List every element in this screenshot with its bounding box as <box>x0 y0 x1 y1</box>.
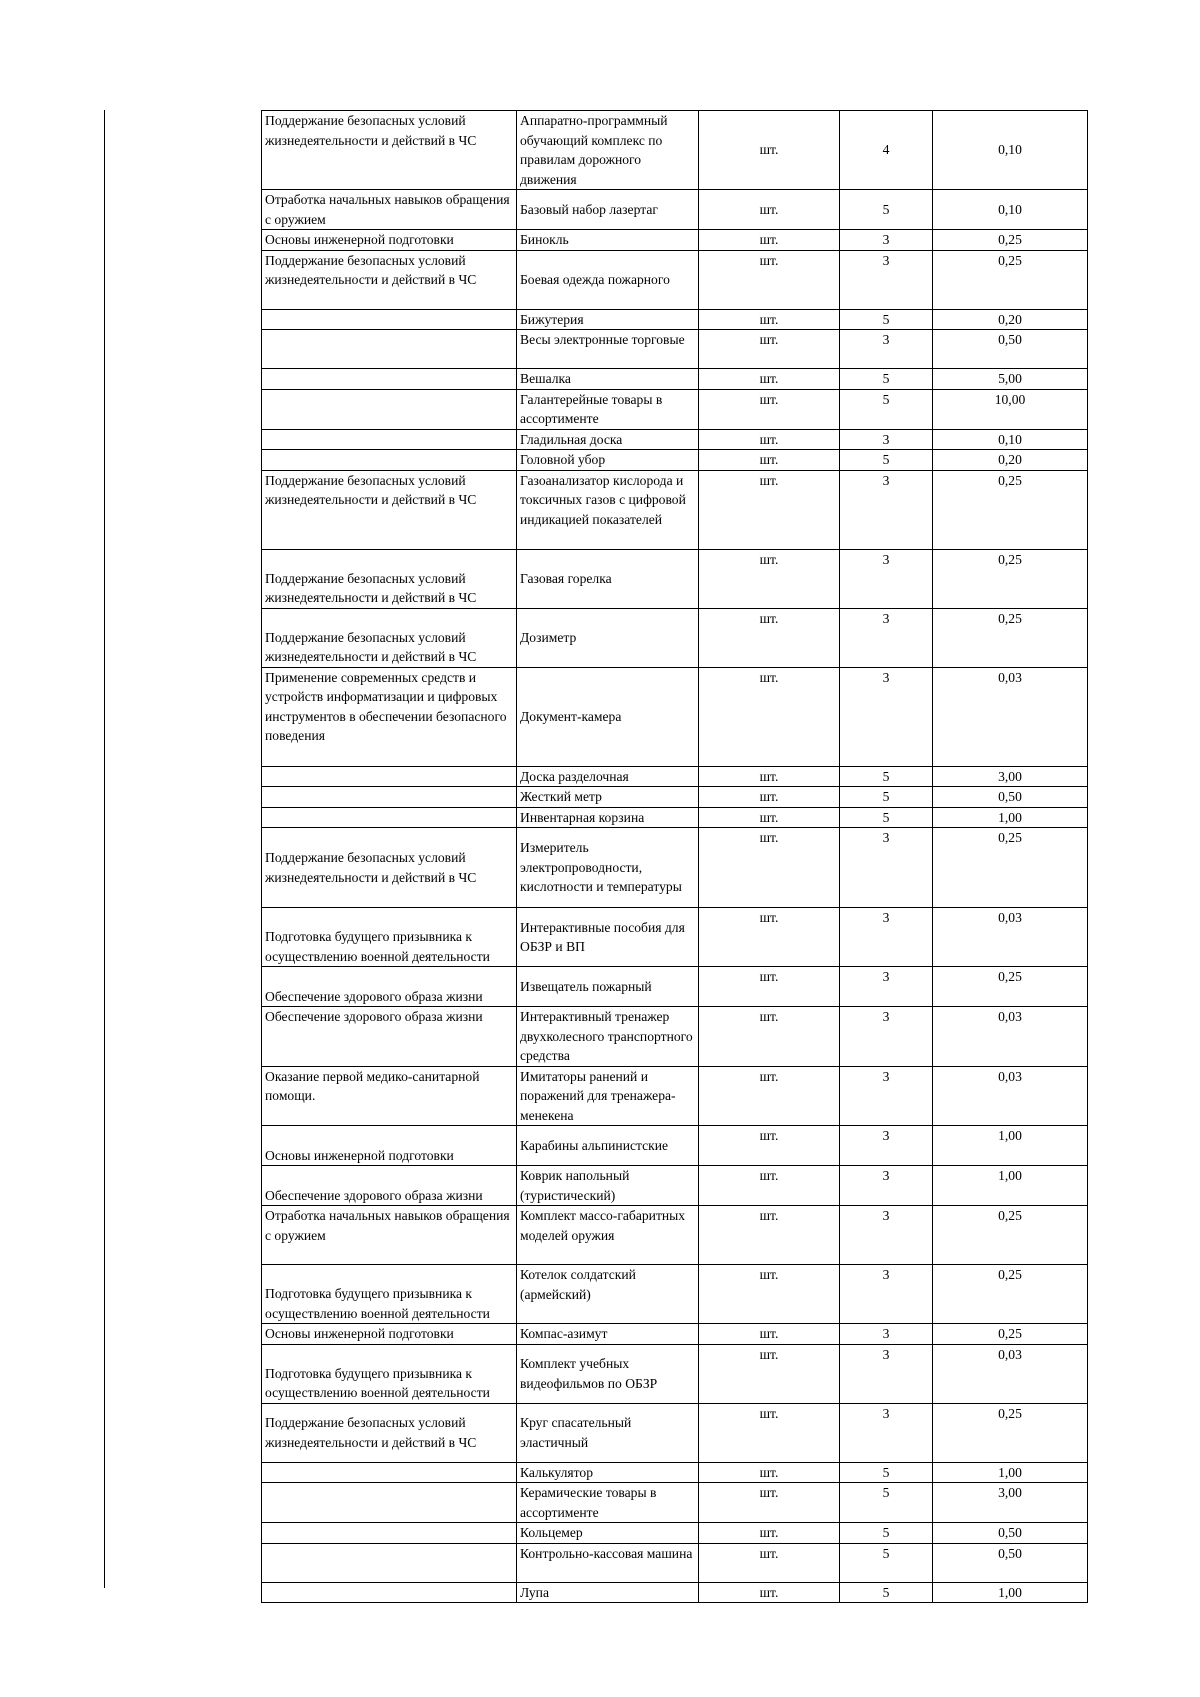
quantity-cell: 3 <box>840 1344 933 1403</box>
topic-cell: Поддержание безопасных условий жизнедеятельности и действий в ЧС <box>262 111 517 190</box>
unit-cell: шт. <box>699 1324 840 1345</box>
unit-cell: шт. <box>699 330 840 369</box>
unit-cell: шт. <box>699 389 840 429</box>
topic-cell: Основы инженерной подготовки <box>262 1126 517 1166</box>
table-row <box>262 369 1088 390</box>
item-name-cell: Вешалка <box>517 369 699 390</box>
coefficient-cell: 0,20 <box>933 309 1088 330</box>
quantity-cell: 5 <box>840 309 933 330</box>
unit-cell: шт. <box>699 807 840 828</box>
item-name-cell: Доска разделочная <box>517 766 699 787</box>
topic-cell <box>262 309 517 330</box>
unit-cell: шт. <box>699 369 840 390</box>
table-row <box>262 1483 1088 1523</box>
quantity-cell: 3 <box>840 908 933 967</box>
table-row <box>262 450 1088 471</box>
item-name-cell: Головной убор <box>517 450 699 471</box>
item-name-cell: Комплект учебных видеофильмов по ОБЗР <box>517 1344 699 1403</box>
coefficient-cell: 0,25 <box>933 828 1088 908</box>
coefficient-cell: 0,10 <box>933 111 1088 190</box>
unit-cell: шт. <box>699 828 840 908</box>
unit-cell: шт. <box>699 1066 840 1126</box>
quantity-cell: 3 <box>840 250 933 309</box>
unit-cell: шт. <box>699 1403 840 1462</box>
coefficient-cell: 0,50 <box>933 787 1088 808</box>
topic-cell <box>262 807 517 828</box>
item-name-cell: Контрольно-кассовая машина <box>517 1543 699 1582</box>
coefficient-cell: 0,50 <box>933 1523 1088 1544</box>
topic-cell: Поддержание безопасных условий жизнедеятельности и действий в ЧС <box>262 549 517 608</box>
table-row <box>262 1543 1088 1582</box>
item-name-cell: Имитаторы ранений и поражений для тренажера-менекена <box>517 1066 699 1126</box>
unit-cell: шт. <box>699 549 840 608</box>
topic-cell <box>262 787 517 808</box>
quantity-cell: 5 <box>840 807 933 828</box>
unit-cell: шт. <box>699 250 840 309</box>
coefficient-cell: 0,10 <box>933 429 1088 450</box>
table-row <box>262 1206 1088 1265</box>
topic-cell: Поддержание безопасных условий жизнедеятельности и действий в ЧС <box>262 1403 517 1462</box>
coefficient-cell: 1,00 <box>933 807 1088 828</box>
unit-cell: шт. <box>699 230 840 251</box>
topic-cell: Отработка начальных навыков обращения с оружием <box>262 1206 517 1265</box>
item-name-cell: Документ-камера <box>517 667 699 766</box>
unit-cell: шт. <box>699 1126 840 1166</box>
item-name-cell: Интерактивные пособия для ОБЗР и ВП <box>517 908 699 967</box>
table-row <box>262 1265 1088 1324</box>
coefficient-cell: 3,00 <box>933 1483 1088 1523</box>
coefficient-cell: 0,25 <box>933 1324 1088 1345</box>
table-row <box>262 190 1088 230</box>
quantity-cell: 5 <box>840 1543 933 1582</box>
topic-cell: Подготовка будущего призывника к осуществлению военной деятельности <box>262 1344 517 1403</box>
quantity-cell: 3 <box>840 608 933 667</box>
quantity-cell: 5 <box>840 389 933 429</box>
quantity-cell: 3 <box>840 1007 933 1067</box>
coefficient-cell: 3,00 <box>933 766 1088 787</box>
coefficient-cell: 0,25 <box>933 549 1088 608</box>
table-row <box>262 1066 1088 1126</box>
unit-cell: шт. <box>699 1462 840 1483</box>
unit-cell: шт. <box>699 190 840 230</box>
item-name-cell: Коврик напольный (туристический) <box>517 1166 699 1206</box>
item-name-cell: Лупа <box>517 1582 699 1603</box>
coefficient-cell: 0,25 <box>933 1403 1088 1462</box>
coefficient-cell: 0,03 <box>933 908 1088 967</box>
unit-cell: шт. <box>699 967 840 1007</box>
coefficient-cell: 0,25 <box>933 1265 1088 1324</box>
quantity-cell: 3 <box>840 967 933 1007</box>
table-row <box>262 1007 1088 1067</box>
table-row <box>262 608 1088 667</box>
topic-cell <box>262 766 517 787</box>
quantity-cell: 3 <box>840 230 933 251</box>
item-name-cell: Инвентарная корзина <box>517 807 699 828</box>
table-row <box>262 470 1088 549</box>
unit-cell: шт. <box>699 787 840 808</box>
table-row <box>262 908 1088 967</box>
table-row <box>262 549 1088 608</box>
item-name-cell: Боевая одежда пожарного <box>517 250 699 309</box>
item-name-cell: Дозиметр <box>517 608 699 667</box>
coefficient-cell: 0,03 <box>933 1344 1088 1403</box>
topic-cell: Поддержание безопасных условий жизнедеятельности и действий в ЧС <box>262 608 517 667</box>
coefficient-cell: 0,10 <box>933 190 1088 230</box>
table-row <box>262 807 1088 828</box>
topic-cell <box>262 330 517 369</box>
item-name-cell: Жесткий метр <box>517 787 699 808</box>
table-row <box>262 250 1088 309</box>
quantity-cell: 3 <box>840 667 933 766</box>
coefficient-cell: 0,25 <box>933 230 1088 251</box>
topic-cell <box>262 450 517 471</box>
topic-cell <box>262 429 517 450</box>
quantity-cell: 3 <box>840 429 933 450</box>
topic-cell: Обеспечение здорового образа жизни <box>262 1007 517 1067</box>
quantity-cell: 5 <box>840 1462 933 1483</box>
coefficient-cell: 0,03 <box>933 1066 1088 1126</box>
coefficient-cell: 0,25 <box>933 967 1088 1007</box>
unit-cell: шт. <box>699 309 840 330</box>
topic-cell <box>262 1523 517 1544</box>
quantity-cell: 5 <box>840 1483 933 1523</box>
equipment-table-body <box>262 111 1088 1603</box>
quantity-cell: 3 <box>840 1206 933 1265</box>
item-name-cell: Весы электронные торговые <box>517 330 699 369</box>
quantity-cell: 5 <box>840 1523 933 1544</box>
unit-cell: шт. <box>699 1166 840 1206</box>
table-row <box>262 1344 1088 1403</box>
topic-cell <box>262 1483 517 1523</box>
unit-cell: шт. <box>699 766 840 787</box>
item-name-cell: Извещатель пожарный <box>517 967 699 1007</box>
table-row <box>262 828 1088 908</box>
topic-cell: Обеспечение здорового образа жизни <box>262 967 517 1007</box>
unit-cell: шт. <box>699 1582 840 1603</box>
page-margin-line <box>104 110 105 1588</box>
topic-cell: Обеспечение здорового образа жизни <box>262 1166 517 1206</box>
coefficient-cell: 0,25 <box>933 608 1088 667</box>
table-row <box>262 1126 1088 1166</box>
quantity-cell: 3 <box>840 1126 933 1166</box>
table-row <box>262 1403 1088 1462</box>
item-name-cell: Компас-азимут <box>517 1324 699 1345</box>
table-row <box>262 1462 1088 1483</box>
item-name-cell: Бинокль <box>517 230 699 251</box>
item-name-cell: Галантерейные товары в ассортименте <box>517 389 699 429</box>
quantity-cell: 3 <box>840 1166 933 1206</box>
table-row <box>262 309 1088 330</box>
unit-cell: шт. <box>699 1483 840 1523</box>
coefficient-cell: 1,00 <box>933 1126 1088 1166</box>
coefficient-cell: 0,03 <box>933 1007 1088 1067</box>
topic-cell <box>262 389 517 429</box>
unit-cell: шт. <box>699 608 840 667</box>
item-name-cell: Газовая горелка <box>517 549 699 608</box>
coefficient-cell: 0,20 <box>933 450 1088 471</box>
quantity-cell: 5 <box>840 787 933 808</box>
table-row <box>262 1324 1088 1345</box>
unit-cell: шт. <box>699 429 840 450</box>
item-name-cell: Гладильная доска <box>517 429 699 450</box>
topic-cell: Поддержание безопасных условий жизнедеятельности и действий в ЧС <box>262 828 517 908</box>
topic-cell: Основы инженерной подготовки <box>262 1324 517 1345</box>
item-name-cell: Газоанализатор кислорода и токсичных газов с цифровой индикацией показателей <box>517 470 699 549</box>
table-row <box>262 787 1088 808</box>
item-name-cell: Интерактивный тренажер двухколесного транспортного средства <box>517 1007 699 1067</box>
quantity-cell: 3 <box>840 1066 933 1126</box>
topic-cell: Основы инженерной подготовки <box>262 230 517 251</box>
coefficient-cell: 1,00 <box>933 1462 1088 1483</box>
quantity-cell: 3 <box>840 470 933 549</box>
table-row <box>262 766 1088 787</box>
quantity-cell: 3 <box>840 1265 933 1324</box>
quantity-cell: 5 <box>840 766 933 787</box>
topic-cell: Отработка начальных навыков обращения с оружием <box>262 190 517 230</box>
table-row <box>262 1582 1088 1603</box>
topic-cell <box>262 1582 517 1603</box>
item-name-cell: Аппаратно-программный обучающий комплекс по правилам дорожного движения <box>517 111 699 190</box>
item-name-cell: Комплект массо-габаритных моделей оружия <box>517 1206 699 1265</box>
coefficient-cell: 1,00 <box>933 1582 1088 1603</box>
quantity-cell: 5 <box>840 450 933 471</box>
coefficient-cell: 5,00 <box>933 369 1088 390</box>
coefficient-cell: 0,03 <box>933 667 1088 766</box>
unit-cell: шт. <box>699 111 840 190</box>
item-name-cell: Карабины альпинистские <box>517 1126 699 1166</box>
topic-cell: Оказание первой медико-санитарной помощи. <box>262 1066 517 1126</box>
coefficient-cell: 0,25 <box>933 470 1088 549</box>
coefficient-cell: 10,00 <box>933 389 1088 429</box>
unit-cell: шт. <box>699 667 840 766</box>
quantity-cell: 3 <box>840 828 933 908</box>
quantity-cell: 5 <box>840 190 933 230</box>
item-name-cell: Базовый набор лазертаг <box>517 190 699 230</box>
quantity-cell: 3 <box>840 1324 933 1345</box>
table-row <box>262 1523 1088 1544</box>
table-row <box>262 330 1088 369</box>
quantity-cell: 5 <box>840 369 933 390</box>
unit-cell: шт. <box>699 1206 840 1265</box>
table-row <box>262 967 1088 1007</box>
coefficient-cell: 0,50 <box>933 1543 1088 1582</box>
table-row <box>262 230 1088 251</box>
topic-cell: Подготовка будущего призывника к осуществлению военной деятельности <box>262 1265 517 1324</box>
coefficient-cell: 0,25 <box>933 1206 1088 1265</box>
table-row <box>262 1166 1088 1206</box>
item-name-cell: Кольцемер <box>517 1523 699 1544</box>
table-row <box>262 667 1088 766</box>
unit-cell: шт. <box>699 470 840 549</box>
unit-cell: шт. <box>699 1007 840 1067</box>
unit-cell: шт. <box>699 450 840 471</box>
table-row <box>262 389 1088 429</box>
topic-cell <box>262 369 517 390</box>
item-name-cell: Керамические товары в ассортименте <box>517 1483 699 1523</box>
table-row <box>262 111 1088 190</box>
unit-cell: шт. <box>699 1523 840 1544</box>
topic-cell <box>262 1543 517 1582</box>
topic-cell <box>262 1462 517 1483</box>
topic-cell: Применение современных средств и устройств информатизации и цифровых инструментов в обеспечении безопасного поведения <box>262 667 517 766</box>
unit-cell: шт. <box>699 1265 840 1324</box>
quantity-cell: 5 <box>840 1582 933 1603</box>
topic-cell: Поддержание безопасных условий жизнедеятельности и действий в ЧС <box>262 470 517 549</box>
quantity-cell: 3 <box>840 330 933 369</box>
item-name-cell: Котелок солдатский (армейский) <box>517 1265 699 1324</box>
coefficient-cell: 0,50 <box>933 330 1088 369</box>
quantity-cell: 4 <box>840 111 933 190</box>
quantity-cell: 3 <box>840 549 933 608</box>
item-name-cell: Круг спасательный эластичный <box>517 1403 699 1462</box>
item-name-cell: Бижутерия <box>517 309 699 330</box>
coefficient-cell: 1,00 <box>933 1166 1088 1206</box>
quantity-cell: 3 <box>840 1403 933 1462</box>
unit-cell: шт. <box>699 908 840 967</box>
item-name-cell: Калькулятор <box>517 1462 699 1483</box>
table-row <box>262 429 1088 450</box>
item-name-cell: Измеритель электропроводности, кислотности и температуры <box>517 828 699 908</box>
equipment-table <box>261 110 1088 1603</box>
coefficient-cell: 0,25 <box>933 250 1088 309</box>
topic-cell: Поддержание безопасных условий жизнедеятельности и действий в ЧС <box>262 250 517 309</box>
unit-cell: шт. <box>699 1543 840 1582</box>
topic-cell: Подготовка будущего призывника к осуществлению военной деятельности <box>262 908 517 967</box>
unit-cell: шт. <box>699 1344 840 1403</box>
